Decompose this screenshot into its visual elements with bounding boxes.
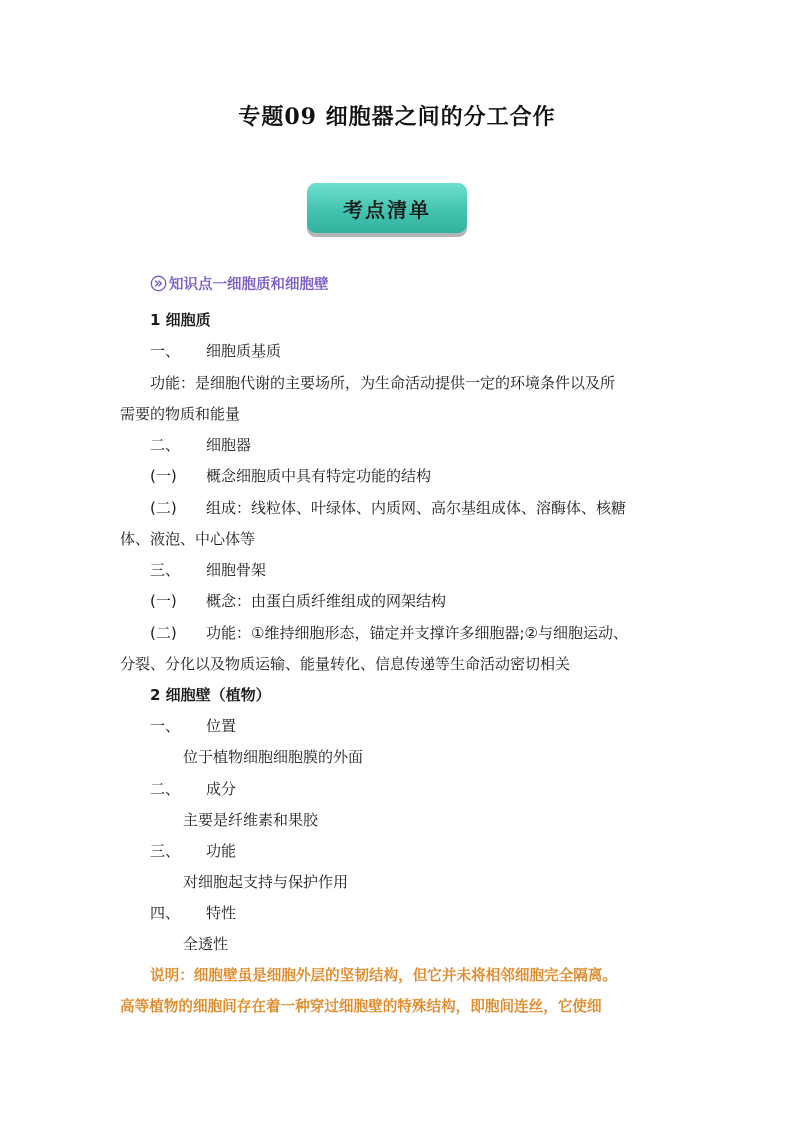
item-label: 细胞质基质 — [206, 342, 282, 360]
item-organelles — [150, 435, 251, 455]
subitem-cytoskeleton-concept — [150, 591, 446, 611]
item-cytoskeleton — [150, 560, 266, 580]
subitem-organelle-composition — [150, 498, 626, 518]
item-position-text: 位于植物细胞细胞膜的外面 — [183, 748, 364, 766]
item-number: 一、 — [150, 342, 181, 360]
banner-label: 考点清单 — [343, 197, 431, 222]
note-line-1: 说明：细胞壁虽是细胞外层的坚韧结构，但它并未将相邻细胞完全隔离。 — [150, 967, 618, 984]
section-heading-cytoplasm: 1 细胞质 — [150, 311, 211, 329]
subitem-number: (一) — [150, 467, 177, 485]
paragraph-cytosol-function: 功能：是细胞代谢的主要场所，为生命活动提供一定的环境条件以及所 — [150, 374, 616, 392]
section-banner — [307, 183, 467, 233]
item-cytosol — [150, 341, 281, 361]
paragraph-cytosol-function-cont: 需要的物质和能量 — [120, 405, 241, 423]
subitem-text: 组成：线粒体、叶绿体、内质网、高尔基组成体、溶酶体、核糖 — [206, 499, 627, 517]
item-label: 特性 — [206, 904, 237, 922]
subitem-number: (二) — [150, 499, 177, 517]
subitem-number: (二) — [150, 624, 177, 642]
subitem-text: 概念细胞质中具有特定功能的结构 — [206, 467, 432, 485]
page-title: 专题09 细胞器之间的分工合作 — [238, 104, 556, 130]
subitem-number: (一) — [150, 592, 177, 610]
subitem-text: 概念：由蛋白质纤维组成的网架结构 — [206, 592, 447, 610]
item-function-text: 对细胞起支持与保护作用 — [183, 873, 349, 891]
item-label: 位置 — [206, 717, 237, 735]
item-label: 功能 — [206, 842, 237, 860]
item-number: 三、 — [150, 842, 181, 860]
item-number: 三、 — [150, 561, 181, 579]
subitem-text: 功能：①维持细胞形态，锚定并支撑许多细胞器;②与细胞运动、 — [206, 624, 628, 642]
item-property-text: 全透性 — [183, 935, 229, 953]
item-composition — [150, 779, 236, 799]
item-position — [150, 716, 236, 736]
item-number: 二、 — [150, 436, 181, 454]
item-label: 成分 — [206, 780, 237, 798]
subitem-organelle-composition-cont: 体、液泡、中心体等 — [120, 530, 256, 548]
section-heading-cell-wall: 2 细胞壁（植物） — [150, 686, 271, 704]
subitem-cytoskeleton-function-cont: 分裂、分化以及物质运输、能量转化、信息传递等生命活动密切相关 — [120, 655, 571, 673]
knowledge-point-heading — [150, 273, 329, 294]
subitem-organelle-concept — [150, 466, 431, 486]
item-number: 四、 — [150, 904, 181, 922]
item-property — [150, 903, 236, 923]
item-number: 一、 — [150, 717, 181, 735]
knowledge-point-label: 知识点一细胞质和细胞壁 — [169, 277, 329, 293]
note-line-2: 高等植物的细胞间存在着一种穿过细胞壁的特殊结构，即胞间连丝，它使细 — [120, 998, 602, 1015]
item-function — [150, 841, 236, 861]
subitem-cytoskeleton-function — [150, 623, 628, 643]
item-number: 二、 — [150, 780, 181, 798]
item-composition-text: 主要是纤维素和果胶 — [183, 811, 319, 829]
item-label: 细胞器 — [206, 436, 252, 454]
double-chevron-circle-icon — [150, 275, 167, 292]
item-label: 细胞骨架 — [206, 561, 267, 579]
